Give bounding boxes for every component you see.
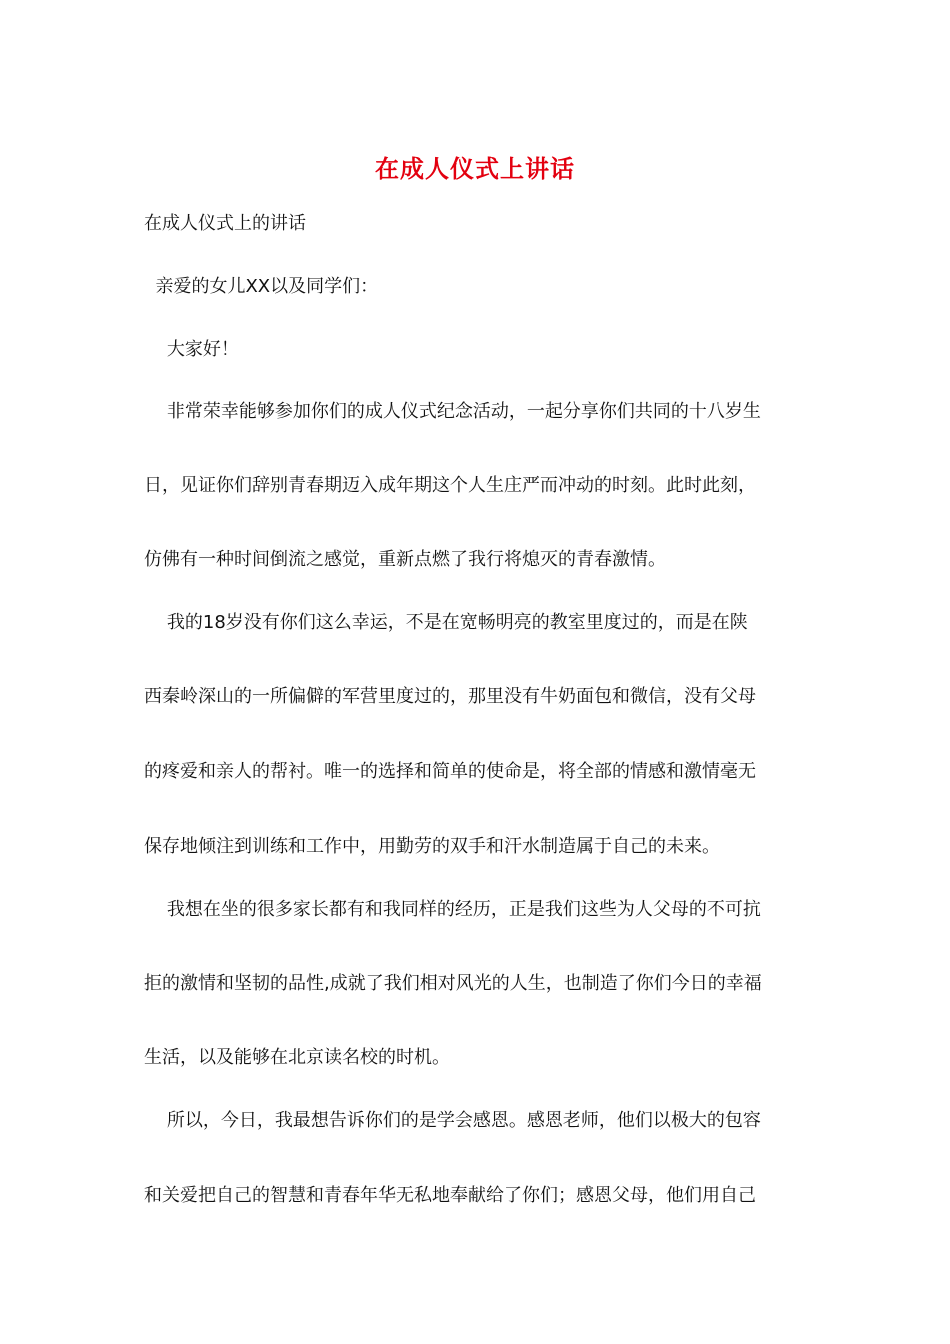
text-line: 仿佛有一种时间倒流之感觉，重新点燃了我行将熄灭的青春激情。 [144, 549, 666, 570]
text-line: 我的18岁没有你们这么幸运，不是在宽畅明亮的教室里度过的，而是在陕 [144, 612, 748, 633]
text-line: 大家好！ [144, 339, 239, 360]
text-line: 的疼爱和亲人的帮衬。唯一的选择和简单的使命是，将全部的情感和激情毫无 [144, 761, 756, 782]
text-line: 在成人仪式上的讲话 [144, 213, 306, 234]
text-line: 日，见证你们辞别青春期迈入成年期这个人生庄严而冲动的时刻。此时此刻， [144, 475, 756, 496]
text-line: 生活，以及能够在北京读名校的时机。 [144, 1047, 450, 1068]
text-line: 亲爱的女儿XX以及同学们： [144, 276, 379, 297]
text-line: 保存地倾注到训练和工作中，用勤劳的双手和汗水制造属于自己的未来。 [144, 836, 720, 857]
text-line: 所以，今日，我最想告诉你们的是学会感恩。感恩老师，他们以极大的包容 [144, 1110, 761, 1131]
text-line: 西秦岭深山的一所偏僻的军营里度过的，那里没有牛奶面包和微信，没有父母 [144, 686, 756, 707]
text-line: 拒的激情和坚韧的品性,成就了我们相对风光的人生，也制造了你们今日的幸福 [144, 973, 762, 994]
text-line: 非常荣幸能够参加你们的成人仪式纪念活动，一起分享你们共同的十八岁生 [144, 401, 761, 422]
text-line: 我想在坐的很多家长都有和我同样的经历，正是我们这些为人父母的不可抗 [144, 899, 761, 920]
text-line: 和关爱把自己的智慧和青春年华无私地奉献给了你们；感恩父母，他们用自己 [144, 1185, 756, 1206]
document-title: 在成人仪式上讲话 [375, 154, 575, 183]
